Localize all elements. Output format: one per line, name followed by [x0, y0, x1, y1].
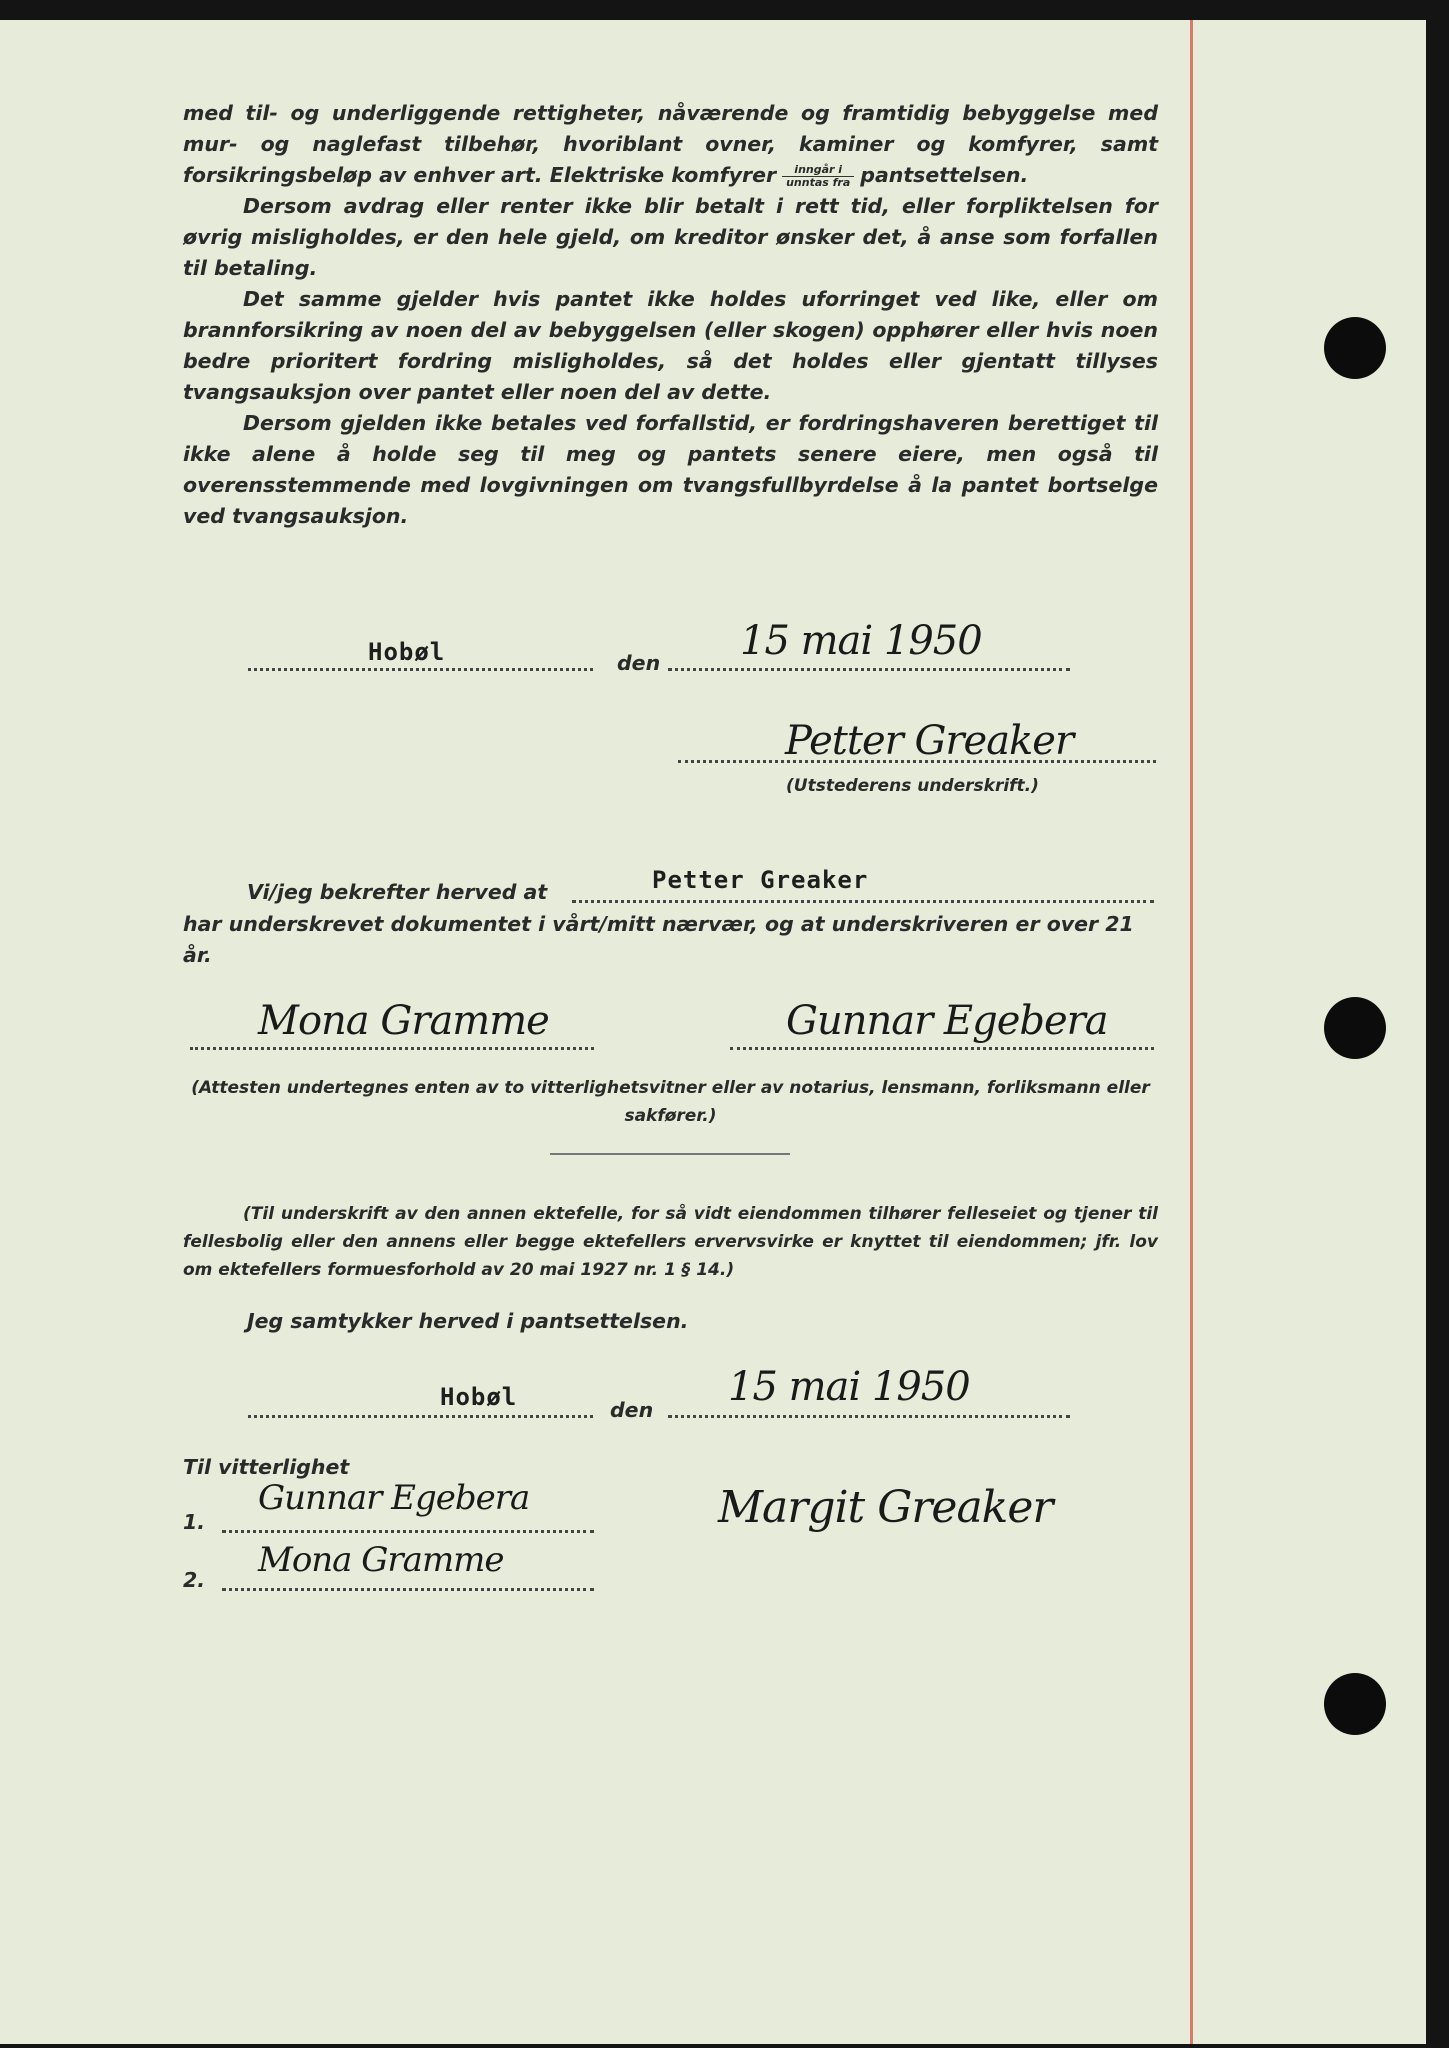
witness-number-1: 1.	[183, 1510, 206, 1534]
place-field-2: Hobøl	[440, 1383, 518, 1411]
confirm-prefix: Vi/jeg bekrefter herved at	[247, 880, 548, 904]
date-line	[668, 668, 1070, 671]
paragraph-4: Dersom gjelden ikke betales ved forfallstid, er fordringshaveren berettiget til ikke alene å holde seg til meg og pantets senere eiere, men også til overensstemmende med lovgivningen om tvangsfullbyrdelse å la pantet bortselge ved tvangsauksjon.	[183, 411, 1158, 528]
attest-note: (Attesten undertegnes enten av to vitterlighetsvitner eller av notarius, lensmann, forliksmann eller sakfører.)	[191, 1078, 1150, 1126]
spouse-signature: Margit Greaker	[718, 1482, 1053, 1533]
witness-line-left	[190, 1047, 594, 1050]
place-field: Hobøl	[368, 638, 446, 666]
witness-signature-right: Gunnar Egebera	[786, 998, 1108, 1044]
fraction-choice: $\frac{\text{inngår i}}{\text{unntas fra}}$	[782, 164, 854, 189]
confirm-rest: har underskrevet dokumentet i vårt/mitt nærvær, og at underskriveren er over 21 år.	[183, 912, 1134, 967]
signature-caption: (Utstederens underskrift.)	[786, 776, 1039, 796]
den-label-2: den	[610, 1398, 654, 1422]
punch-hole	[1324, 317, 1386, 379]
place-line-2	[248, 1415, 593, 1418]
witness-number-2: 2.	[183, 1568, 206, 1592]
place-line	[248, 668, 593, 671]
witness-signature-2: Mona Gramme	[258, 1540, 504, 1580]
margin-line	[1190, 20, 1193, 2044]
spouse-note: (Til underskrift av den annen ektefelle, for så vidt eiendommen tilhører felleseiet og tjener til fellesbolig eller den annens eller begge ektefellers ervervsvirke er knyttet til eiendommen; jfr. lov om ektefellers formuesforhold av 20 mai 1927 nr. 1 § 14.)	[183, 1204, 1158, 1280]
body-text	[183, 98, 1158, 532]
witness-signature-1: Gunnar Egebera	[258, 1478, 530, 1518]
paragraph-2: Dersom avdrag eller renter ikke blir betalt i rett tid, eller forpliktelsen for øvrig misligholdes, er den hele gjeld, om kreditor ønsker det, å anse som forfallen til betaling.	[183, 194, 1158, 280]
punch-hole	[1324, 1673, 1386, 1735]
paragraph-1: med til- og underliggende rettigheter, nåværende og framtidig bebyggelse med mur- og naglefast tilbehør, hvoriblant ovner, kaminer og komfyrer, samt forsikringsbeløp av enhver art. Elektriske komfyrer $\frac{\text{inngår i}}{\text{unntas fra}}$ pantsettelsen.	[183, 101, 1158, 189]
consent-text: Jeg samtykker herved i pantsettelsen.	[247, 1309, 689, 1333]
witness-line-2	[222, 1588, 594, 1591]
witness-heading: Til vitterlighet	[183, 1455, 350, 1479]
issuer-signature: Petter Greaker	[785, 718, 1074, 764]
den-label: den	[617, 651, 661, 675]
punch-hole	[1324, 997, 1386, 1059]
date-handwritten-2: 15 mai 1950	[728, 1364, 970, 1410]
paragraph-3: Det samme gjelder hvis pantet ikke holdes uforringet ved like, eller om brannforsikring av noen del av bebyggelsen (eller skogen) opphører eller hvis noen bedre prioritert fordring misligholdes, så det holdes eller gjentatt tillyses tvangsauksjon over pantet eller noen del av dette.	[183, 287, 1158, 404]
confirm-name: Petter Greaker	[652, 866, 869, 894]
confirm-line	[572, 900, 1154, 903]
divider	[550, 1153, 790, 1155]
witness-signature-left: Mona Gramme	[258, 998, 549, 1044]
witness-line-right	[730, 1047, 1154, 1050]
document-page	[0, 20, 1426, 2044]
date-line-2	[668, 1415, 1070, 1418]
date-handwritten: 15 mai 1950	[740, 618, 982, 664]
witness-line-1	[222, 1530, 594, 1533]
